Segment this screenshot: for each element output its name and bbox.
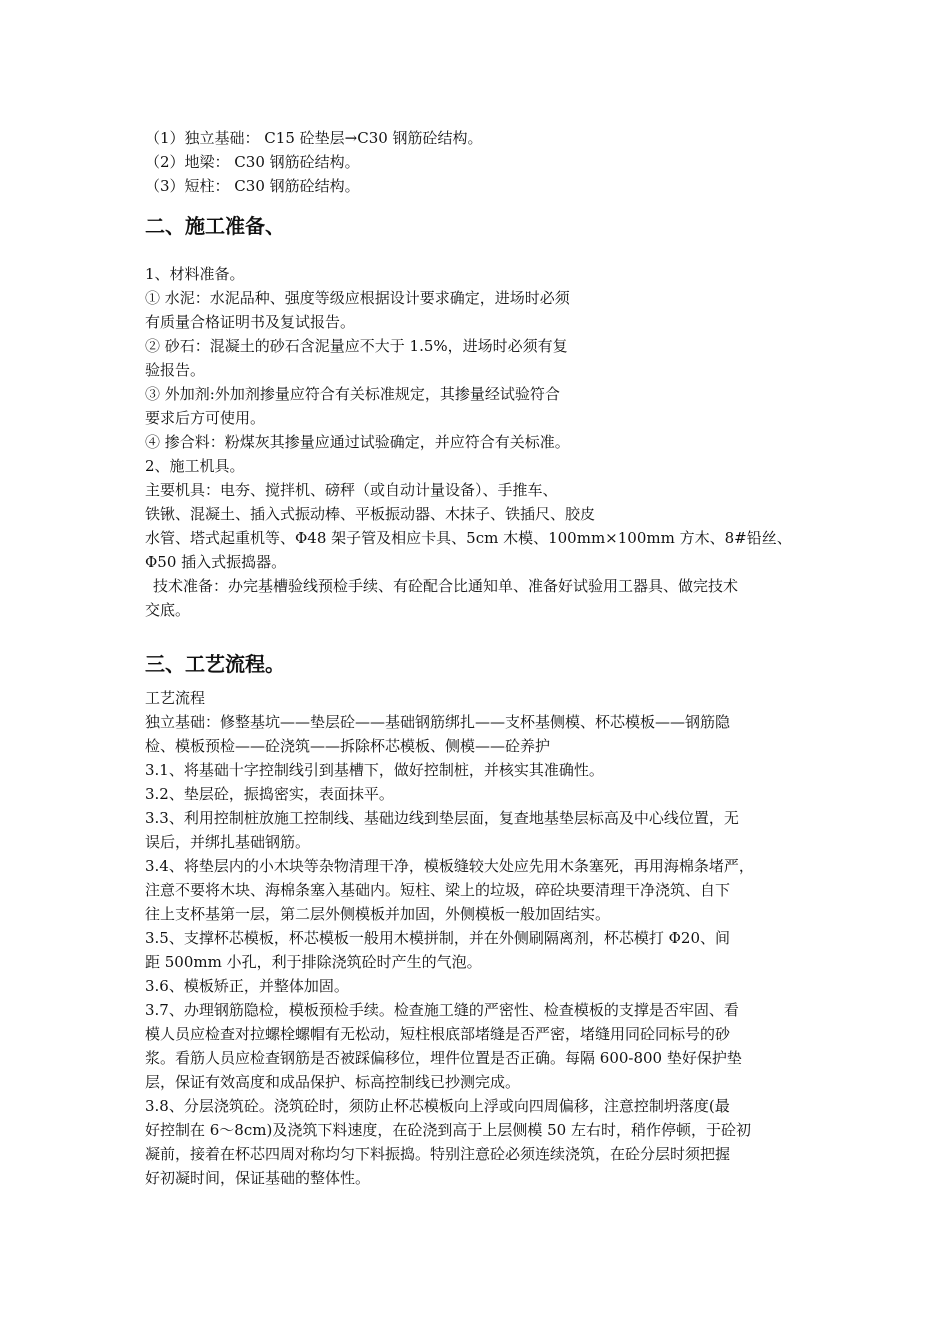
text-line: 好控制在 6～8cm)及浇筑下料速度，在砼浇到高于上层侧模 50 左右时，稍作停顿，于砼初: [145, 1121, 751, 1139]
text-line: 3.8、分层浇筑砼。浇筑砼时，须防止杯芯模板向上浮或向四周偏移，注意控制坍落度(最: [145, 1097, 730, 1115]
text-line: ③ 外加剂:外加剂掺量应符合有关标准规定，其掺量经试验符合: [145, 385, 560, 403]
text-line: 独立基础：修整基坑——垫层砼——基础钢筋绑扎——支杯基侧模、杯芯模板——钢筋隐: [145, 713, 731, 731]
text-line: 3.2、垫层砼，振捣密实，表面抹平。: [145, 785, 394, 803]
text-line: 交底。: [145, 601, 191, 619]
text-line: 主要机具：电夯、搅拌机、磅秤（或自动计量设备）、手推车、: [145, 481, 558, 499]
text-line: 3.7、办理钢筋隐检，模板预检手续。检查施工缝的严密性、检查模板的支撑是否牢固、看: [145, 1001, 739, 1019]
text-line: 浆。看筋人员应检查钢筋是否被踩偏移位，埋件位置是否正确。每隔 600-800 垫好保护垫: [145, 1049, 742, 1067]
text-line: Φ50 插入式振捣器。: [145, 553, 287, 571]
text-line: 注意不要将木块、海棉条塞入基础内。短柱、梁上的垃圾，碎砼块要清理干净浇筑、自下: [145, 881, 731, 899]
section-two-body: [145, 262, 835, 622]
text-line: 3.6、模板矫正，并整体加固。: [145, 977, 349, 995]
text-line: 2、施工机具。: [145, 457, 245, 475]
text-line: （3）短柱： C30 钢筋砼结构。: [145, 177, 360, 195]
text-line: （1）独立基础： C15 砼垫层→C30 钢筋砼结构。: [145, 129, 483, 147]
text-line: 3.4、将垫层内的小木块等杂物清理干净，模板缝较大处应先用木条塞死，再用海棉条堵严，: [145, 857, 754, 875]
text-line: 好初凝时间，保证基础的整体性。: [145, 1169, 371, 1187]
text-line: 距 500mm 小孔，利于排除浇筑砼时产生的气泡。: [145, 953, 482, 971]
text-line: 3.3、利用控制桩放施工控制线、基础边线到垫层面，复查地基垫层标高及中心线位置，无: [145, 809, 739, 827]
text-line: 有质量合格证明书及复试报告。: [145, 313, 356, 331]
text-line: 铁锹、混凝土、插入式振动棒、平板振动器、木抹子、铁插尺、胶皮: [145, 505, 596, 523]
text-line: ② 砂石：混凝土的砂石含泥量应不大于 1.5%，进场时必须有复: [145, 337, 568, 355]
text-line: 要求后方可使用。: [145, 409, 266, 427]
text-line: ④ 掺合料：粉煤灰其掺量应通过试验确定，并应符合有关标准。: [145, 433, 570, 451]
text-line: 往上支杯基第一层，第二层外侧模板并加固，外侧模板一般加固结实。: [145, 905, 611, 923]
text-line: 模人员应检查对拉螺栓螺帽有无松动，短柱根底部堵缝是否严密，堵缝用同砼同标号的砂: [145, 1025, 731, 1043]
text-line: 工艺流程: [145, 689, 206, 707]
section-three-body: [145, 686, 835, 1190]
heading-construction-preparation: 二、施工准备、: [145, 214, 285, 238]
text-line: 3.5、支撑杯芯模板，杯芯模板一般用木模拼制，并在外侧刷隔离剂，杯芯模打 Φ20、间: [145, 929, 731, 947]
text-line: 技术准备：办完基槽验线预检手续、有砼配合比通知单、准备好试验用工器具、做完技术: [153, 577, 739, 595]
text-line: 3.1、将基础十字控制线引到基槽下，做好控制桩，并核实其准确性。: [145, 761, 604, 779]
heading-process-flow: 三、工艺流程。: [145, 652, 285, 676]
text-line: 检、模板预检——砼浇筑——拆除杯芯模板、侧模——砼养护: [145, 737, 551, 755]
text-line: 误后，并绑扎基础钢筋。: [145, 833, 311, 851]
text-line: 层，保证有效高度和成品保护、标高控制线已抄测完成。: [145, 1073, 521, 1091]
text-line: 水管、塔式起重机等、Φ48 架子管及相应卡具、5cm 木模、100mm×100mm 方木、8#铅丝、: [145, 529, 792, 547]
text-line: 1、材料准备。: [145, 265, 245, 283]
text-line: （2）地梁： C30 钢筋砼结构。: [145, 153, 360, 171]
text-line: 凝前，接着在杯芯四周对称均匀下料振捣。特别注意砼必须连续浇筑，在砼分层时须把握: [145, 1145, 731, 1163]
text-line: ① 水泥：水泥品种、强度等级应根据设计要求确定，进场时必须: [145, 289, 570, 307]
section-one-list: [145, 126, 835, 198]
text-line: 验报告。: [145, 361, 206, 379]
